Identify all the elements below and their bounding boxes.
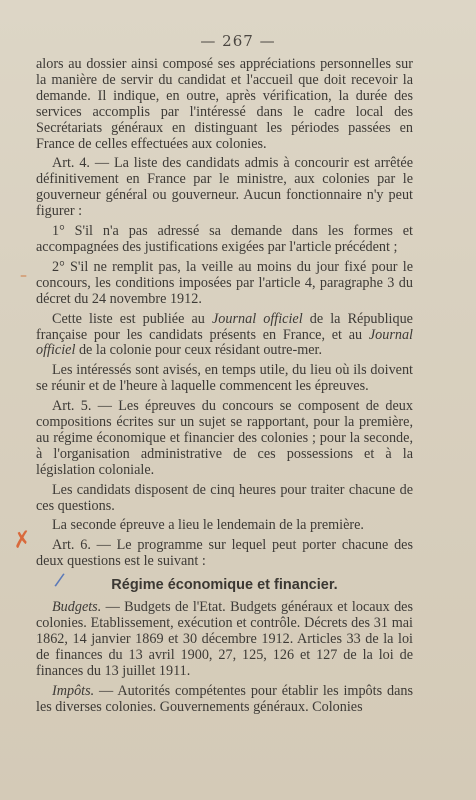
journal-officiel-2: Journal officiel bbox=[36, 326, 413, 359]
impots-text: — Autorités compétentes pour établir les impôts dans les diverses colonies. Gouvernements généraux. Colonies bbox=[36, 682, 413, 715]
paragraph-article-4: Art. 4. — La liste des candidats admis à concourir est arrêtée définitivement en France par le ministre, aux colonies par le gouverneur général ou gouverneur. Aucun fonctionnaire n'y peut figurer : bbox=[36, 155, 413, 220]
section-title-text: Régime économique et financier. bbox=[111, 577, 338, 594]
paragraph-budgets bbox=[36, 600, 413, 680]
journal-officiel-1: Journal officiel bbox=[212, 310, 303, 327]
paragraph-impots bbox=[36, 684, 413, 716]
impots-heading: Impôts. bbox=[52, 682, 95, 699]
margin-x-mark: ✗ bbox=[11, 526, 34, 555]
document-body bbox=[36, 57, 413, 715]
section-title bbox=[36, 569, 413, 594]
paragraph-condition-1: 1° S'il n'a pas adressé sa demande dans les formes et accompagnées des justifications exigées par l'article précédent ; bbox=[36, 223, 413, 255]
paragraph-publication bbox=[36, 312, 413, 360]
paragraph-dossier: alors au dossier ainsi composé ses appréciations personnelles sur la manière de servir du candidat et l'accueil que doit recevoir la demande. Il indique, en outre, après vérification, la durée des services accomplis par l'intéressé dans le cadre local des Secrétariats généraux en distinguant les périodes passées en France de celles effectuées aux colonies. bbox=[36, 56, 413, 152]
budgets-text: — Budgets de l'Etat. Budgets généraux et locaux des colonies. Etablissement, exécution et contrôle. Décrets des 31 mai 1862, 14 janvier 1869 et 30 décembre 1912. Articles 33 de la loi de finances du 13 avril 1900, 27, 125, 126 et 127 de la loi de finances du 13 juillet 1911. bbox=[36, 599, 413, 679]
paragraph-second-test: La seconde épreuve a lieu le lendemain de la première. bbox=[52, 517, 364, 534]
margin-slash-mark: / bbox=[52, 569, 66, 593]
margin-dash-mark: – bbox=[20, 268, 27, 284]
publication-text-c: de la République française pour les candidats présents en France, et au bbox=[36, 310, 413, 343]
page-number: — 267 — bbox=[200, 32, 276, 50]
paragraph-duration: Les candidats disposent de cinq heures pour traiter chacune de ces questions. bbox=[36, 481, 413, 514]
budgets-heading: Budgets. bbox=[52, 599, 102, 616]
paragraph-article-5: Art. 5. — Les épreuves du concours se composent de deux compositions écrites sur un sujet se rapportant, pour la première, au régime économique et financier des colonies ; pour la seconde, à l'organisation administrative de ces possessions et à la législation coloniale. bbox=[36, 398, 413, 478]
publication-text-e: de la colonie pour ceux résidant outre-mer. bbox=[75, 342, 323, 359]
paragraph-condition-2: 2° S'il ne remplit pas, la veille au moins du jour fixé pour le concours, les conditions imposées par l'article 4, paragraphe 3 du décret du 24 novembre 1912. bbox=[36, 258, 413, 307]
publication-text-a: Cette liste est publiée au bbox=[52, 310, 212, 327]
paragraph-notice: Les intéressés sont avisés, en temps utile, du lieu où ils doivent se réunir et de l'heure à laquelle commencent les épreuves. bbox=[36, 362, 413, 395]
paragraph-article-6: Art. 6. — Le programme sur lequel peut porter chacune des deux questions est le suivant : bbox=[36, 537, 413, 570]
